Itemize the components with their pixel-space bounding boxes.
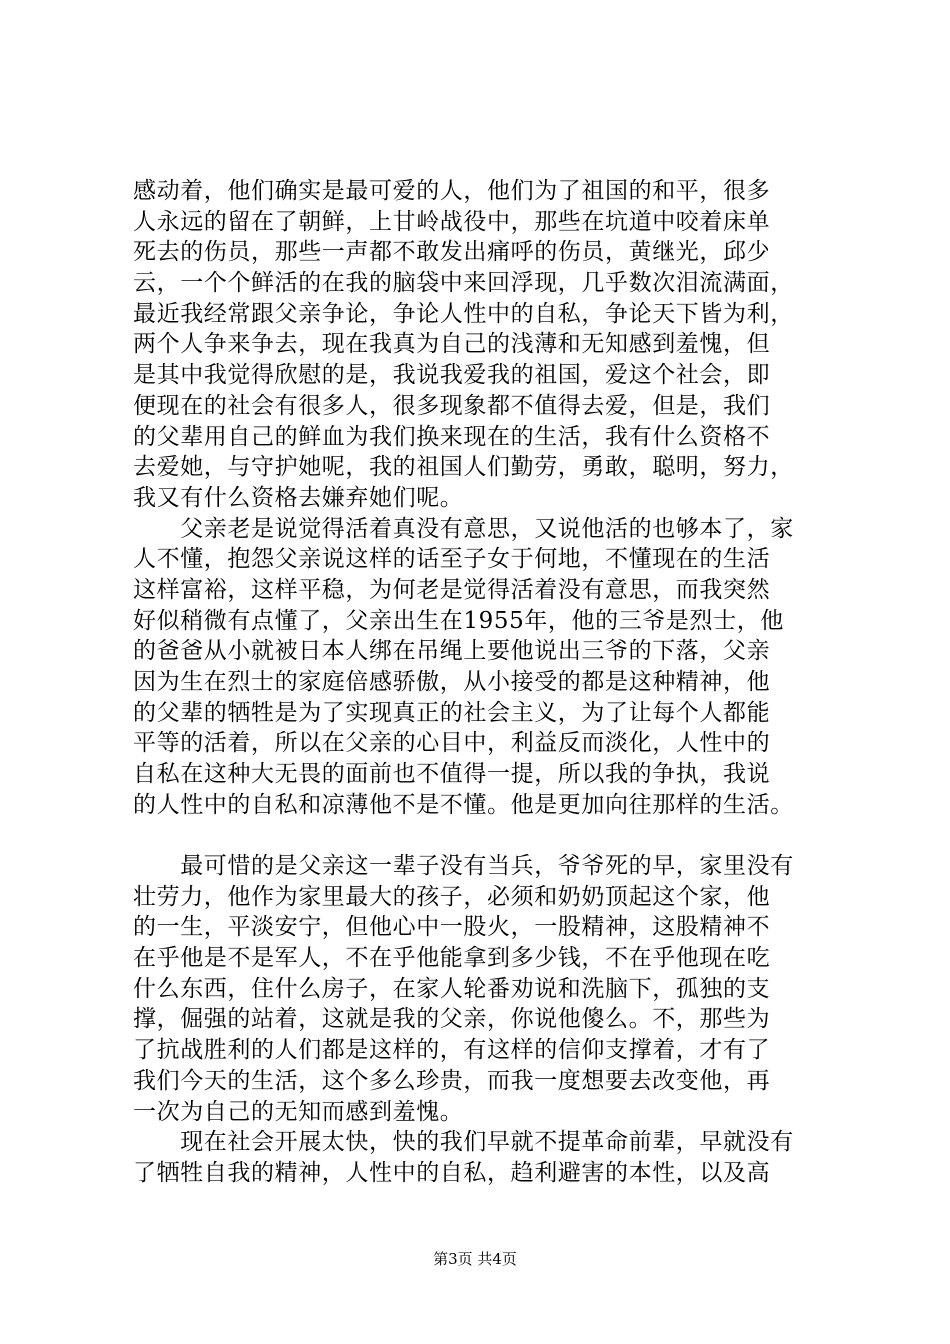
text-line: 的一生，平淡安宁，但他心中一股火，一股精神，这股精神不 [133, 914, 771, 941]
text-line: 现在社会开展太快，快的我们早就不提革命前辈，早就没有 [133, 1129, 794, 1156]
text-line: 最近我经常跟父亲争论，争论人性中的自私，争论天下皆为利， [133, 300, 794, 327]
text-line: 好似稍微有点懂了，父亲出生在1955年，他的三爷是烈士，他 [133, 607, 784, 634]
text-line: 我们今天的生活，这个多么珍贵，而我一度想要去改变他，再 [133, 1067, 771, 1094]
paragraph-block-2 [133, 851, 825, 1189]
text-line: 人永远的留在了朝鲜，上甘岭战役中，那些在坑道中咬着床单 [133, 208, 771, 235]
text-line: 我又有什么资格去嫌弃她们呢。 [133, 484, 464, 511]
text-line: 撑，倔强的站着，这就是我的父亲，你说他傻么。不，那些为 [133, 1006, 771, 1033]
text-line: 人不懂，抱怨父亲说这样的话至子女于何地，不懂现在的生活 [133, 546, 771, 573]
text-line: 什么东西，住什么房子，在家人轮番劝说和洗脑下，孤独的支 [133, 975, 771, 1002]
text-line: 一次为自己的无知而感到羞愧。 [133, 1098, 464, 1125]
text-line: 去爱她，与守护她呢，我的祖国人们勤劳，勇敢，聪明，努力， [133, 454, 794, 481]
text-line: 最可惜的是父亲这一辈子没有当兵，爷爷死的早，家里没有 [133, 853, 794, 879]
text-line: 这样富裕，这样平稳，为何老是觉得活着没有意思，而我突然 [133, 576, 771, 603]
text-line: 父亲老是说觉得活着真没有意思，又说他活的也够本了，家 [133, 515, 794, 542]
paragraph-block-1 [133, 176, 825, 820]
text-line: 在乎他是不是军人，不在乎他能拿到多少钱，不在乎他现在吃 [133, 945, 771, 972]
text-line: 平等的活着，所以在父亲的心目中，利益反而淡化，人性中的 [133, 730, 771, 757]
text-line: 死去的伤员，那些一声都不敢发出痛呼的伤员，黄继光，邱少 [133, 239, 771, 266]
text-line: 壮劳力，他作为家里最大的孩子，必须和奶奶顶起这个家，他 [133, 883, 771, 910]
text-line: 是其中我觉得欣慰的是，我说我爱我的祖国，爱这个社会，即 [133, 362, 771, 389]
text-line: 的人性中的自私和凉薄他不是不懂。他是更加向往那样的生活。 [133, 791, 794, 818]
text-line: 因为生在烈士的家庭倍感骄傲，从小接受的都是这种精神，他 [133, 669, 771, 695]
text-line: 的父辈用自己的鲜血为我们换来现在的生活，我有什么资格不 [133, 423, 771, 450]
text-line: 自私在这种大无畏的面前也不值得一提，所以我的争执，我说 [133, 761, 771, 788]
text-line: 了抗战胜利的人们都是这样的，有这样的信仰支撑着，才有了 [133, 1037, 771, 1064]
text-line: 便现在的社会有很多人，很多现象都不值得去爱，但是，我们 [133, 392, 771, 419]
page-number-footer: 第3页 共4页 [433, 1250, 517, 1268]
text-line: 云，一个个鲜活的在我的脑袋中来回浮现，几乎数次泪流满面， [133, 270, 794, 297]
text-line: 感动着，他们确实是最可爱的人，他们为了祖国的和平，很多 [133, 178, 771, 204]
text-line: 的父辈的牺牲是为了实现真正的社会主义，为了让每个人都能 [133, 699, 771, 726]
text-line: 的爸爸从小就被日本人绑在吊绳上要他说出三爷的下落，父亲 [133, 638, 771, 665]
text-line: 两个人争来争去，现在我真为自己的浅薄和无知感到羞愧，但 [133, 331, 771, 358]
text-line: 了牺牲自我的精神，人性中的自私，趋利避害的本性，以及高 [133, 1159, 771, 1186]
